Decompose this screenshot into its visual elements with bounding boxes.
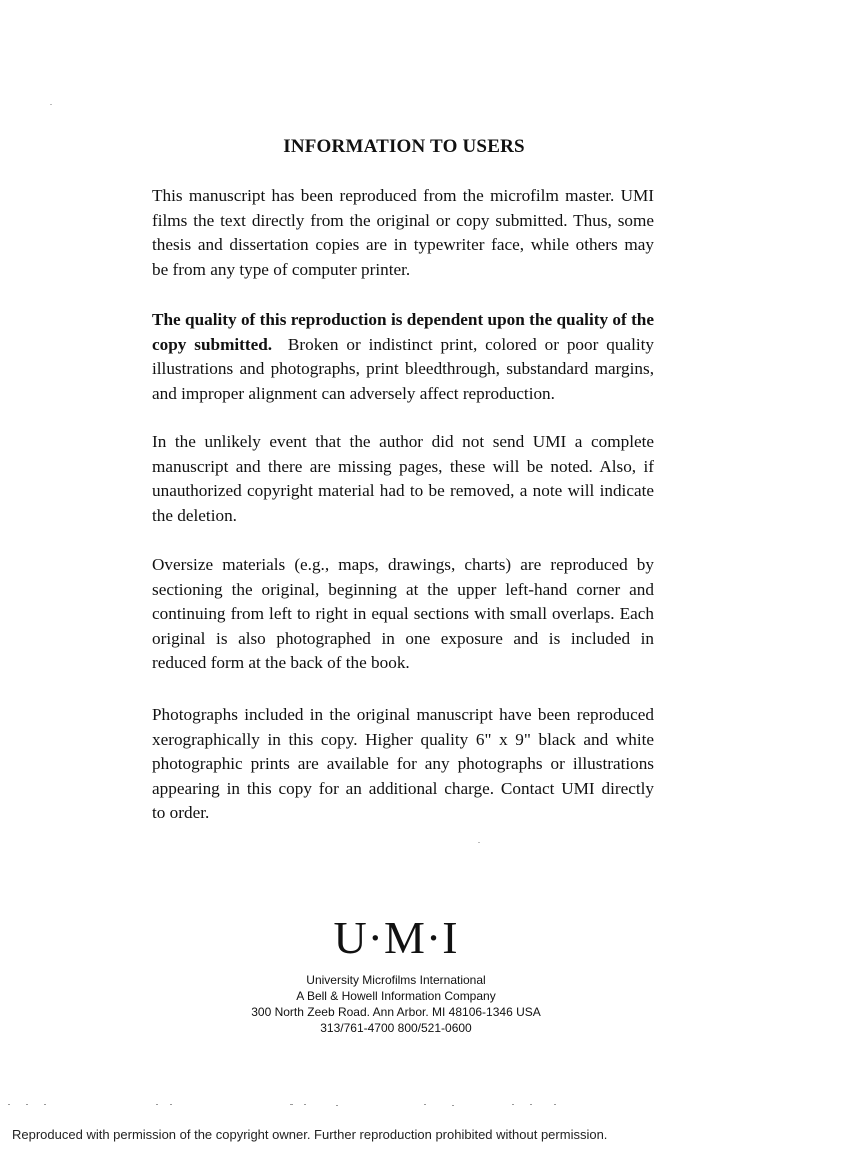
paragraph-microfilm-notice <box>152 184 654 282</box>
paragraph-oversize-materials <box>152 553 654 676</box>
company-parent: A Bell & Howell Information Company <box>296 989 496 1003</box>
paragraph-line: the deletion. <box>152 505 237 525</box>
paragraph-line: appearing in this copy for an additional charge. Contact UMI directly <box>152 778 654 798</box>
paragraph-line: films the text directly from the original or copy submitted. Thus, some <box>152 210 654 230</box>
paragraph-line: xerographically in this copy. Higher quality 6" x 9" black and white <box>152 729 654 749</box>
copyright-footer: Reproduced with permission of the copyright owner. Further reproduction prohibited without permission. <box>12 1127 608 1142</box>
paragraph-bold-phrase: copy submitted. <box>152 334 273 354</box>
paragraph-line: photographic prints are available for any photographs or illustrations <box>152 754 654 773</box>
scan-artifact-dots <box>0 1102 858 1108</box>
paragraph-photographs <box>152 703 654 826</box>
paragraph-line: be from any type of computer printer. <box>152 259 411 279</box>
scan-speck <box>50 104 52 105</box>
paragraph-line: illustrations and photographs, print bleedthrough, substandard margins, <box>152 359 654 378</box>
paragraph-line: reduced form at the back of the book. <box>152 653 410 672</box>
company-phone: 313/761-4700 800/521-0600 <box>320 1021 472 1035</box>
paragraph-line: to order. <box>152 803 210 822</box>
paragraph-line: sectioning the original, beginning at the upper left-hand corner and <box>152 579 654 599</box>
paragraph-line: and improper alignment can adversely affect reproduction. <box>152 383 555 403</box>
paragraph-line: Broken or indistinct print, colored or poor quality <box>287 334 654 354</box>
paragraph-line: This manuscript has been reproduced from the microfilm master. UMI <box>152 186 654 205</box>
paragraph-missing-pages <box>152 430 654 528</box>
scan-speck <box>478 842 480 843</box>
paragraph-line: unauthorized copyright material had to be removed, a note will indicate <box>152 481 654 500</box>
paragraph-line: original is also photographed in one exposure and is included in <box>152 628 654 648</box>
umi-logo: U·M·I <box>333 912 459 963</box>
paragraph-line: Oversize materials (e.g., maps, drawings, charts) are reproduced by <box>152 555 654 574</box>
company-address-block <box>0 972 792 1036</box>
company-name: University Microfilms International <box>306 973 486 987</box>
company-address: 300 North Zeeb Road. Ann Arbor. MI 48106-1346 USA <box>251 1005 541 1019</box>
paragraph-line: manuscript and there are missing pages, these will be noted. Also, if <box>152 456 654 476</box>
paragraph-line-bold: The quality of this reproduction is dependent upon the quality of the <box>152 310 654 329</box>
page-title: INFORMATION TO USERS <box>283 136 525 157</box>
paragraph-line: In the unlikely event that the author did not send UMI a complete <box>152 432 654 451</box>
paragraph-line: continuing from left to right in equal sections with small overlaps. Each <box>152 604 654 623</box>
paragraph-quality-notice <box>152 308 654 406</box>
paragraph-line: Photographs included in the original manuscript have been reproduced <box>152 705 654 724</box>
paragraph-line: thesis and dissertation copies are in typewriter face, while others may <box>152 235 654 254</box>
